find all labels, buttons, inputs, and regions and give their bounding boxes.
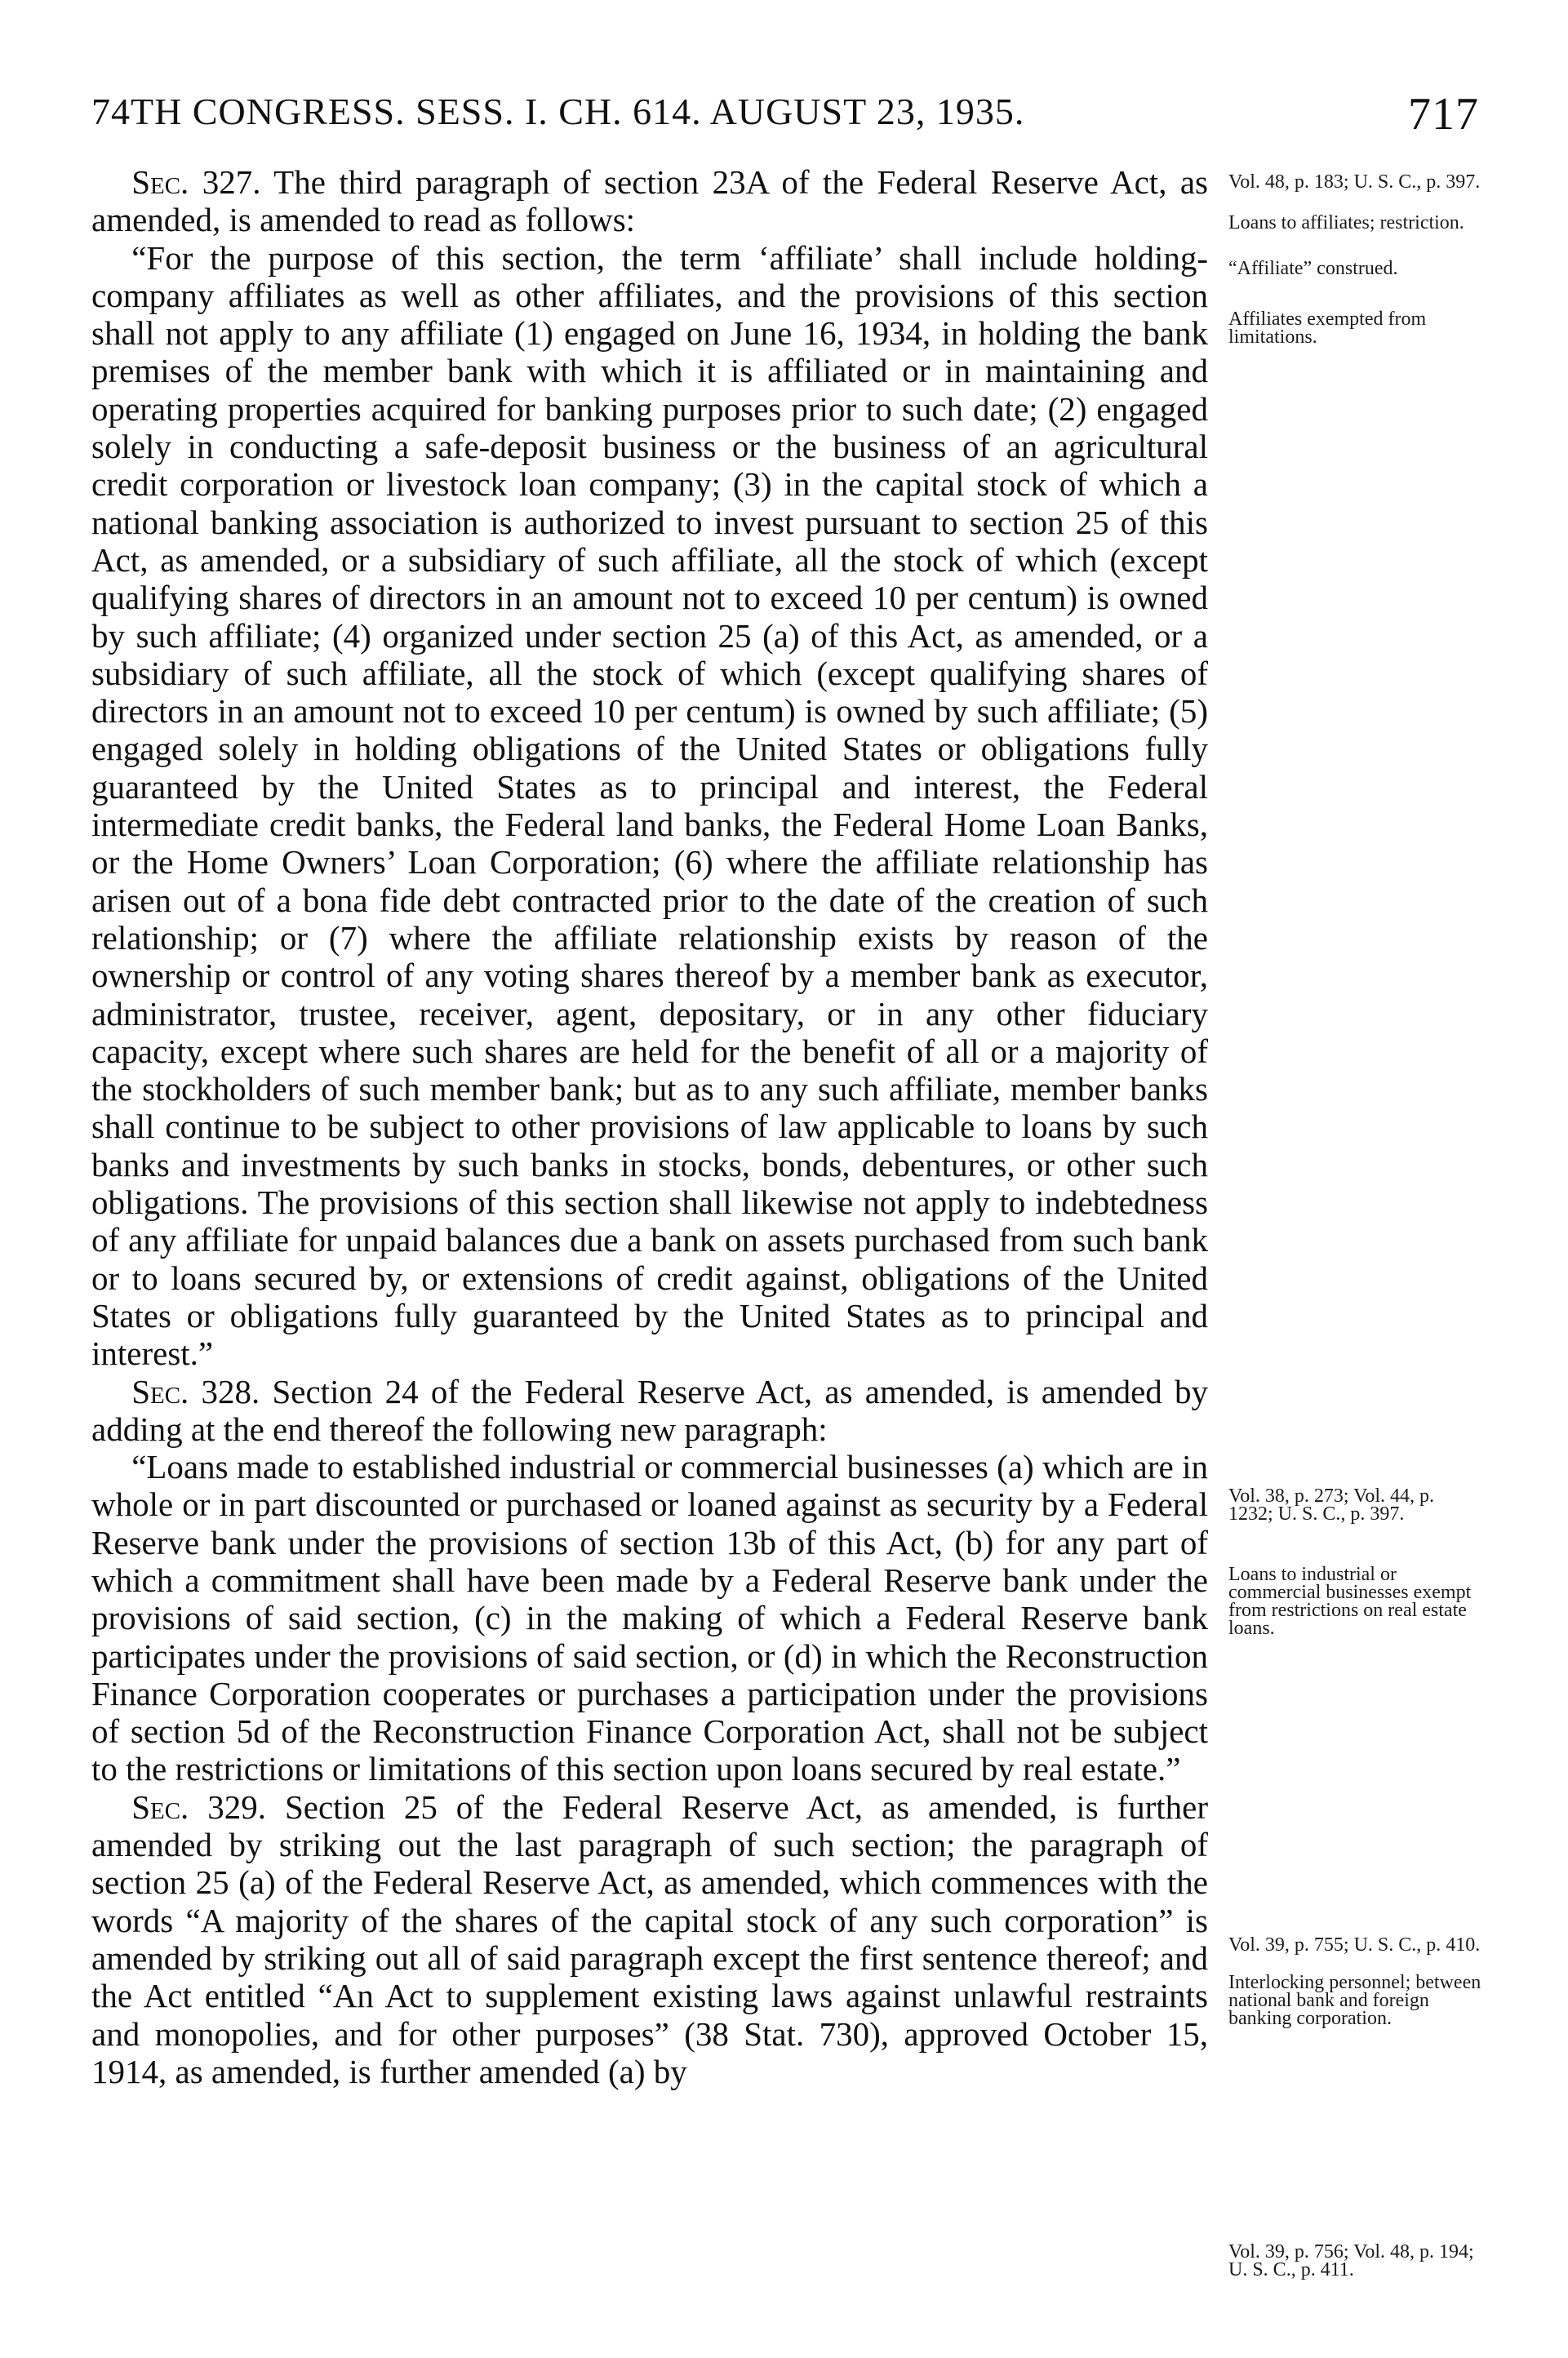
section-328-text: Section 24 of the Federal Reserve Act, as amended, is amended by adding at the end thereof the following new paragraph: — [91, 1372, 1208, 1448]
section-327-label: Sec. 327. — [131, 163, 261, 201]
margin-notes — [1228, 0, 1481, 2358]
section-328-paragraph-2 — [91, 1448, 1208, 1788]
page-number: 717 — [1408, 89, 1479, 140]
running-title: 74TH CONGRESS. SESS. I. CH. 614. AUGUST 23, 1935. — [91, 91, 1025, 132]
section-329-text: Section 25 of the Federal Reserve Act, as amended, is further amended by striking out the last paragraph of such section; the paragraph of section 25 (a) of the Federal Reserve Act, as amended, which commences with the words “A majority of the shares of the capital stock of any such corporation” is amended by striking out all of said paragraph except the first sentence thereof; and the Act entitled “An Act to supplement existing laws against unlawful restraints and monopolies, and for other purposes” (38 Stat. 730), approved October 15, 1914, as amended, is further amended (a) by — [91, 1787, 1209, 2090]
margin-note-topic: Affiliates exempted from limitations. — [1228, 309, 1427, 348]
section-327-paragraph-1 — [91, 163, 1208, 239]
section-328-label: Sec. 328. — [131, 1372, 260, 1410]
main-text — [91, 163, 1208, 2090]
section-329-label: Sec. 329. — [131, 1787, 266, 1826]
section-328-quoted-text: “Loans made to established industrial or commercial businesses (a) which are in whole or in part discounted or purchased or loaned against as security by a Federal Reserve bank under the provisions of section 13b of this Act, (b) for any part of which a commitment shall have been made by a Federal Reserve bank under the provisions of said section, (c) in the making of which a Federal Reserve bank participates under the provisions of said section, or (d) in which the Reconstruction Finance Corporation cooperates or purchases a participation under the provisions of section 5d of the Reconstruction Finance Corporation Act, shall not be subject to the restrictions or limitations of this section upon loans secured by real estate.” — [91, 1448, 1208, 1788]
margin-note-citation: Vol. 39, p. 756; Vol. 48, p. 194; U. S. C., p. 411. — [1228, 2241, 1474, 2280]
section-329-paragraph-1 — [91, 1788, 1208, 2090]
margin-note-citation: Vol. 38, p. 273; Vol. 44, p. 1232; U. S. C., p. 397. — [1228, 1485, 1435, 1525]
section-327-paragraph-2 — [91, 239, 1208, 1373]
margin-note-citation: Vol. 39, p. 755; U. S. C., p. 410. — [1228, 1934, 1481, 1956]
section-327-quoted-text: “For the purpose of this section, the term ‘affiliate’ shall include holding-company affiliates as well as other affiliates, and the provisions of this section shall not apply to any affiliate (1) engaged on June 16, 1934, in holding the bank premises of the member bank with which it is affiliated or in maintaining and operating properties acquired for banking purposes prior to such date; (2) engaged solely in conducting a safe-deposit business or the business of an agricultural credit corporation or livestock loan company; (3) in the capital stock of which a national banking association is authorized to invest pursuant to section 25 of this Act, as amended, or a subsidiary of such affiliate, all the stock of which (except qualifying shares of directors in an amount not to exceed 10 per centum) is owned by such affiliate; (4) organized under section 25 (a) of this Act, as amended, or a subsidiary of such affiliate, all the stock of which (except qualifying shares of directors in an amount not to exceed 10 per centum) is owned by such affiliate; (5) engaged solely in holding obligations of the United States or obligations fully guaranteed by the United States as to principal and interest, the Federal intermediate credit banks, the Federal land banks, the Federal Home Loan Banks, or the Home Owners’ Loan Corporation; (6) where the affiliate relationship has arisen out of a bona fide debt contracted prior to the date of the creation of such relationship; or (7) where the affiliate relationship exists by reason of the ownership or control of any voting shares thereof by a member bank as executor, administrator, trustee, receiver, agent, depositary, or in any other fiduciary capacity, except where such shares are held for the benefit of all or a majority of the stockholders of such member bank; but as to any such affiliate, member banks shall continue to be subject to other provisions of law applicable to loans by such banks and investments by such banks in stocks, bonds, debentures, or other such obligations. The provisions of this section shall likewise not apply to indebtedness of any affiliate for unpaid balances due a bank on assets purchased from such bank or to loans secured by, or extensions of credit against, obligations of the United States or obligations fully guaranteed by the United States as to principal and interest.” — [91, 238, 1208, 1373]
section-327-text: The third paragraph of section 23A of the Federal Reserve Act, as amended, is amended to read as follows: — [91, 163, 1209, 239]
margin-note-citation: Vol. 48, p. 183; U. S. C., p. 397. — [1228, 171, 1481, 193]
margin-note-topic: “Affiliate” construed. — [1228, 258, 1398, 279]
margin-note-topic: Loans to industrial or commercial businesses exempt from restrictions on real estate loans. — [1228, 1564, 1472, 1639]
margin-note-topic: Interlocking personnel; between national bank and foreign banking corporation. — [1228, 1972, 1481, 2029]
margin-note-topic: Loans to affiliates; restriction. — [1228, 212, 1464, 233]
section-328-paragraph-1 — [91, 1373, 1208, 1449]
